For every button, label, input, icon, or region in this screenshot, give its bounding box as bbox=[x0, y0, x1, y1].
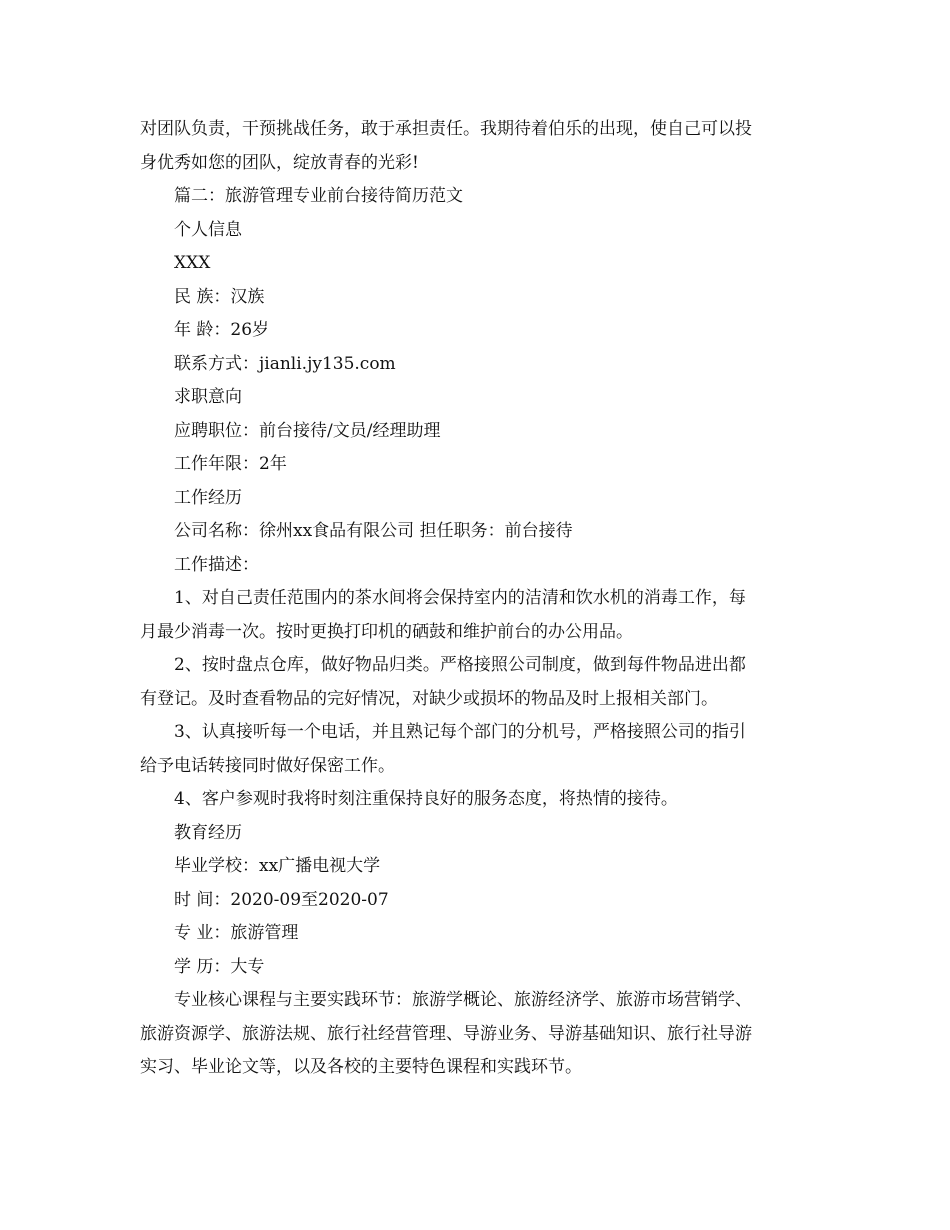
personal-ethnicity: 民 族：汉族 bbox=[174, 286, 265, 307]
work-item-1-cont bbox=[140, 616, 810, 650]
education-courses-cont bbox=[140, 1018, 810, 1085]
education-time: 时 间：2020-09至2020-07 bbox=[174, 889, 389, 910]
work-item-3-cont bbox=[140, 750, 810, 784]
text-line: 有登记。及时查看物品的完好情况，对缺少或损坏的物品及时上报相关部门。 bbox=[140, 688, 718, 709]
work-desc-heading: 工作描述： bbox=[174, 554, 259, 575]
text-line: 给予电话转接同时做好保密工作。 bbox=[140, 755, 395, 776]
personal-contact: 联系方式：jianli.jy135.com bbox=[174, 353, 396, 374]
education-heading: 教育经历 bbox=[174, 822, 242, 843]
personal-info-heading: 个人信息 bbox=[174, 219, 242, 240]
education-major: 专 业：旅游管理 bbox=[174, 923, 299, 943]
text-line: 月最少消毒一次。按时更换打印机的硒鼓和维护前台的办公用品。 bbox=[140, 621, 633, 642]
job-years: 工作年限：2年 bbox=[174, 454, 287, 474]
education-school: 毕业学校：xx广播电视大学 bbox=[174, 856, 381, 876]
personal-name: XXX bbox=[174, 253, 211, 273]
work-experience-heading: 工作经历 bbox=[174, 487, 242, 508]
intro-continuation bbox=[140, 113, 810, 180]
personal-age: 年 龄：26岁 bbox=[174, 320, 270, 340]
text-line: 实习、毕业论文等，以及各校的主要特色课程和实践环节。 bbox=[140, 1057, 582, 1077]
education-degree: 学 历：大专 bbox=[174, 956, 265, 977]
text-line: 身优秀如您的团队，绽放青春的光彩! bbox=[140, 152, 419, 173]
text-line: 对团队负责，干预挑战任务，敢于承担责任。我期待着伯乐的出现，使自己可以投 bbox=[140, 119, 752, 139]
work-item-4: 4、客户参观时我将时刻注重保持良好的服务态度，将热情的接待。 bbox=[174, 789, 678, 809]
work-company: 公司名称：徐州xx食品有限公司 担任职务：前台接待 bbox=[174, 521, 573, 541]
job-position: 应聘职位：前台接待/文员/经理助理 bbox=[174, 420, 441, 441]
work-item-2-cont bbox=[140, 683, 810, 717]
text-line: 2、按时盘点仓库，做好物品归类。严格接照公司制度，做到每件物品进出都 bbox=[174, 655, 746, 675]
work-item-3 bbox=[140, 716, 810, 750]
section-title: 篇二：旅游管理专业前台接待简历范文 bbox=[174, 186, 463, 206]
document-body bbox=[140, 113, 810, 1085]
text-line: 旅游资源学、旅游法规、旅行社经营管理、导游业务、导游基础知识、旅行社导游 bbox=[140, 1023, 752, 1044]
education-courses bbox=[140, 984, 810, 1018]
text-line: 专业核心课程与主要实践环节：旅游学概论、旅游经济学、旅游市场营销学、 bbox=[174, 990, 752, 1010]
text-line: 3、认真接听每一个电话，并且熟记每个部门的分机号，严格接照公司的指引 bbox=[174, 722, 746, 742]
work-item-1 bbox=[140, 582, 810, 616]
text-line: 1、对自己责任范围内的茶水间将会保持室内的洁清和饮水机的消毒工作，每 bbox=[174, 588, 746, 608]
job-intention-heading: 求职意向 bbox=[174, 387, 242, 407]
work-item-2 bbox=[140, 649, 810, 683]
